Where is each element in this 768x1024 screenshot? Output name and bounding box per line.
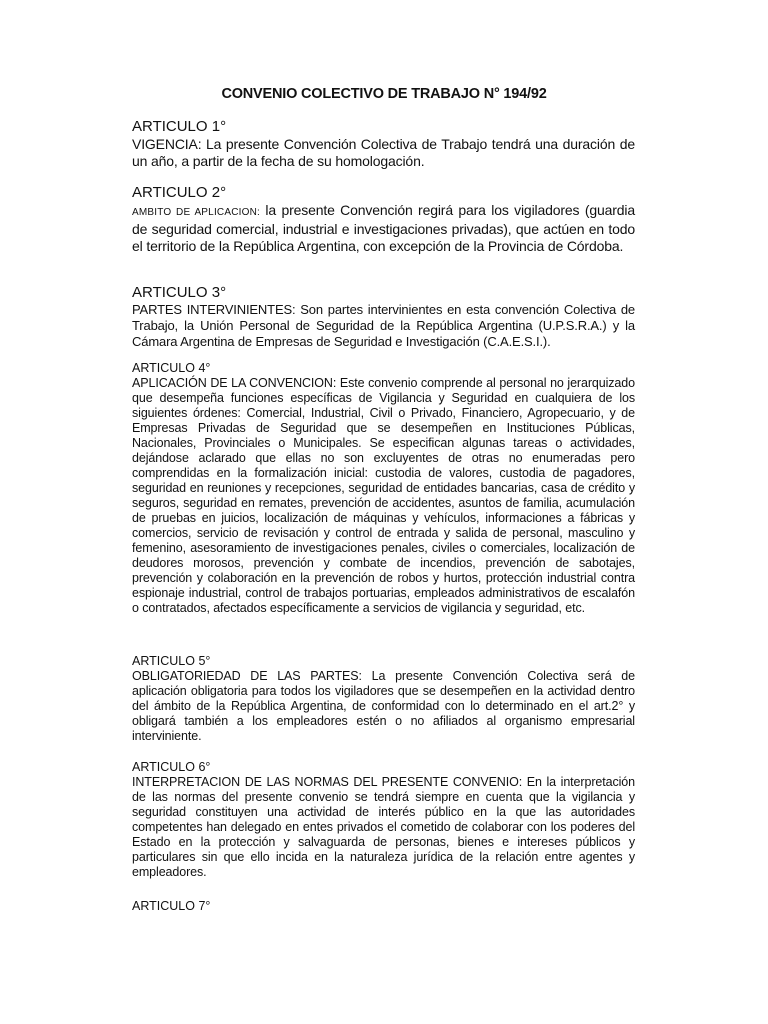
article-heading: ARTICULO 1° [132,118,227,135]
article-6 [132,760,635,880]
article-body: APLICACIÓN DE LA CONVENCION: Este convenio comprende al personal no jerarquizado que desempeña funciones específicas de Vigilancia y Seguridad en cualquiera de los siguientes órdenes: Comercial, Industrial, Civil o Privado, Financiero, Agropecuario, y de Empresas Privadas de Seguridad que se desempeñen en Instituciones Públicas, Nacionales, Provinciales o Municipales. Se especifican algunas tareas o actividades, dejándose aclarado que ellas no son excluyentes de otras no enumeradas pero comprendidas en la formalización inicial: custodia de valores, custodia de pagadores, seguridad en reuniones y recepciones, seguridad de entidades bancarias, casa de crédito y seguros, seguridad en remates, prevención de accidentes, asuntos de familia, acumulación de pruebas en juicios, localización de máquinas y vehículos, informaciones a fábricas y comercios, servicio de revisación y control de entrada y salida de personal, masculino y femenino, asesoramiento de investigaciones penales, civiles o comerciales, localización de deudores morosos, prevención y combate de incendios, prevención de sabotajes, prevención y colaboración en la prevención de robos y hurtos, protección industrial contra espionaje industrial, control de trabajos portuarias, empleados administrativos de escalafón o contratados, afectados específicamente a servicios de vigilancia y seguridad, etc. [132,376,635,615]
article-body-text: la presente Convención regirá para los vigiladores (guardia de seguridad comercial, industrial e investigaciones privadas), que actúen en todo el territorio de la República Argentina, con excepción de la Provincia de Córdoba. [132,202,635,254]
article-5 [132,654,635,744]
article-heading: ARTICULO 3° [132,284,227,301]
article-body: OBLIGATORIEDAD DE LAS PARTES: La presente Convención Colectiva será de aplicación obligatoria para todos los vigiladores que se desempeñen en la actividad dentro del ámbito de la República Argentina, de conformidad con lo determinado en el art.2° y obligará también a los empleadores estén o no afiliados al organismo empresarial interviniente. [132,669,635,743]
article-2 [132,184,635,255]
article-lead: AMBITO DE APLICACION: [132,207,260,218]
article-heading: ARTICULO 5° [132,654,211,668]
article-3 [132,284,635,350]
article-4 [132,361,635,616]
document-title: CONVENIO COLECTIVO DE TRABAJO N° 194/92 [221,86,547,102]
article-body: PARTES INTERVINIENTES: Son partes intervinientes en esta convención Colectiva de Trabajo, la Unión Personal de Seguridad de la República Argentina (U.P.S.R.A.) y la Cámara Argentina de Empresas de Seguridad e Investigación (C.A.E.S.I.). [132,302,635,349]
article-body: INTERPRETACION DE LAS NORMAS DEL PRESENTE CONVENIO: En la interpretación de las normas del presente convenio se tendrá siempre en cuenta que la vigilancia y seguridad constituyen una actividad de interés público en la que las autoridades competentes han delegado en entes privados el cometido de colaborar con los poderes del Estado en la protección y salvaguarda de personas, bienes e intereses públicos y particulares sin que ello incida en la naturaleza jurídica de la relación entre agentes y empleadores. [132,775,635,879]
article-body: VIGENCIA: La presente Convención Colectiva de Trabajo tendrá una duración de un año, a partir de la fecha de su homologación. [132,136,635,169]
article-heading: ARTICULO 6° [132,760,211,774]
article-heading: ARTICULO 7° [132,899,211,913]
article-heading: ARTICULO 4° [132,361,211,375]
article-heading: ARTICULO 2° [132,184,227,201]
article-7 [132,899,635,914]
article-1 [132,118,635,170]
article-body [132,202,635,255]
